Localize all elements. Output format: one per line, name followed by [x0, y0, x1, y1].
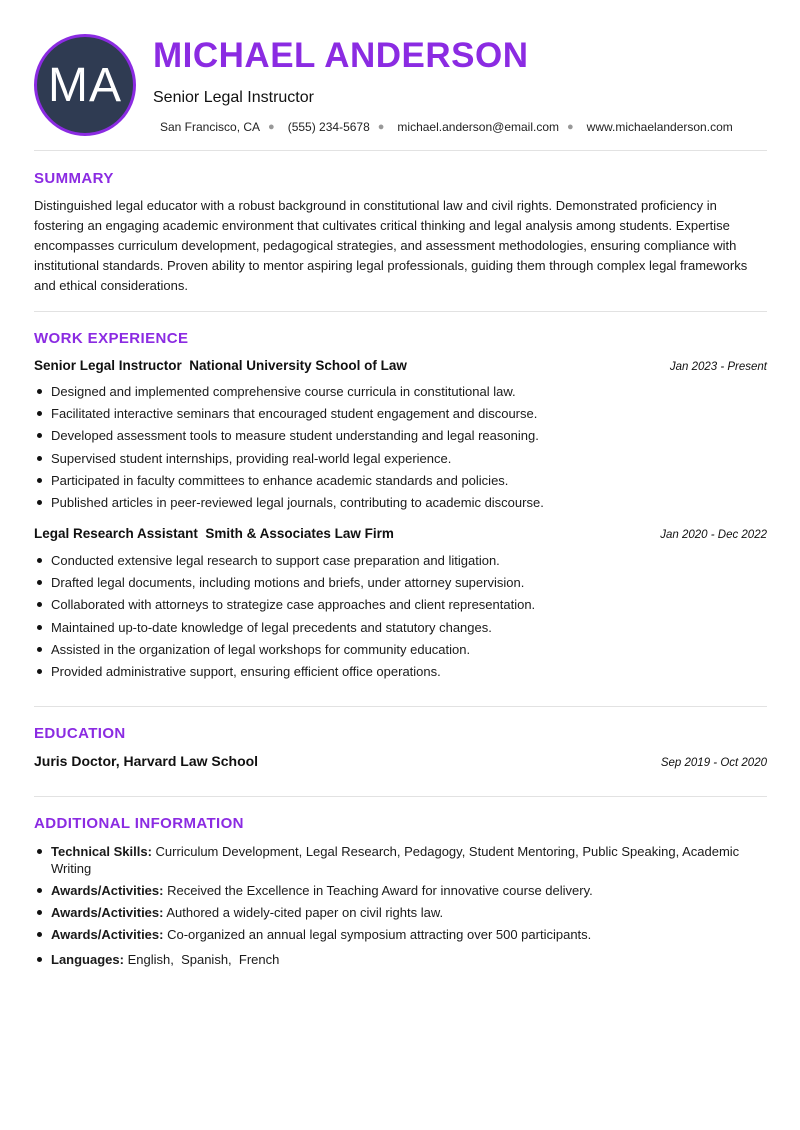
contact-location: San Francisco, CA: [160, 120, 261, 134]
candidate-name: MICHAEL ANDERSON: [153, 36, 529, 75]
item-label: Languages:: [51, 952, 124, 967]
list-item: [34, 904, 764, 921]
job-role: Legal Research Assistant: [34, 526, 198, 541]
job-role: Senior Legal Instructor: [34, 358, 182, 373]
list-item: Participated in faculty committees to enhance academic standards and policies.: [34, 472, 764, 494]
list-item: [34, 951, 764, 968]
education-degree: Juris Doctor, Harvard Law School: [34, 753, 259, 769]
candidate-title: Senior Legal Instructor: [153, 89, 314, 106]
job-company: National University School of Law: [189, 358, 407, 373]
avatar: [34, 34, 136, 136]
list-item: Published articles in peer-reviewed legal journals, contributing to academic discourse.: [34, 494, 764, 516]
job-company: Smith & Associates Law Firm: [205, 526, 394, 541]
item-label: Awards/Activities:: [51, 927, 164, 942]
list-item: [34, 843, 764, 877]
contact-phone: (555) 234-5678: [287, 120, 370, 134]
item-label: Technical Skills:: [51, 844, 152, 859]
item-text: Authored a widely-cited paper on civil rights law.: [166, 905, 444, 920]
list-item: [34, 882, 764, 899]
contact-email[interactable]: michael.anderson@email.com: [397, 120, 560, 134]
list-item: Facilitated interactive seminars that encouraged student engagement and discourse.: [34, 405, 764, 427]
contact-line: [160, 120, 733, 134]
list-item: Collaborated with attorneys to strategize case approaches and client representation.: [34, 596, 764, 618]
item-text: Curriculum Development, Legal Research, Pedagogy, Student Mentoring, Public Speaking, Academic Writing: [51, 844, 740, 876]
job-bullet-list: [34, 552, 764, 685]
summary-text: Distinguished legal educator with a robust background in constitutional law and civil rights. Demonstrated proficiency in fostering an engaging academic environment that cultivates critical thinking and legal analysis among students. Expertise encompasses curriculum development, pedagogical strategies, and assessment methodologies, ensuring compliance with institutional standards. Proven ability to mentor aspiring legal professionals, guiding them through complex legal frameworks and ethical considerations.: [34, 198, 748, 293]
work-experience-heading: WORK EXPERIENCE: [34, 330, 189, 347]
job-title-line: [34, 526, 394, 541]
item-text: Received the Excellence in Teaching Award for innovative course delivery.: [167, 883, 593, 898]
summary-heading: SUMMARY: [34, 170, 114, 187]
divider: [34, 150, 767, 151]
job-dates: Jan 2023 - Present: [669, 361, 767, 373]
separator-dot-icon: ●: [268, 121, 275, 133]
list-item: [34, 926, 764, 943]
avatar-initials: MA: [48, 58, 122, 112]
item-label: Awards/Activities:: [51, 905, 164, 920]
additional-information-heading: ADDITIONAL INFORMATION: [34, 815, 244, 832]
education-heading: EDUCATION: [34, 725, 126, 742]
list-item: Provided administrative support, ensuring efficient office operations.: [34, 663, 764, 685]
item-text: Co-organized an annual legal symposium attracting over 500 participants.: [167, 927, 592, 942]
additional-info-list: [34, 843, 764, 973]
job-dates: Jan 2020 - Dec 2022: [660, 529, 767, 541]
item-text: English, Spanish, French: [127, 952, 280, 967]
divider: [34, 706, 767, 707]
divider: [34, 796, 767, 797]
job-bullet-list: [34, 383, 764, 516]
list-item: Developed assessment tools to measure student understanding and legal reasoning.: [34, 427, 764, 449]
job-title-line: [34, 358, 407, 373]
job-header: [34, 526, 767, 541]
list-item: Drafted legal documents, including motions and briefs, under attorney supervision.: [34, 574, 764, 596]
list-item: Designed and implemented comprehensive course curricula in constitutional law.: [34, 383, 764, 405]
list-item: Maintained up-to-date knowledge of legal precedents and statutory changes.: [34, 619, 764, 641]
divider: [34, 311, 767, 312]
list-item: Conducted extensive legal research to support case preparation and litigation.: [34, 552, 764, 574]
job-header: [34, 358, 767, 373]
list-item: Assisted in the organization of legal workshops for community education.: [34, 641, 764, 663]
separator-dot-icon: ●: [567, 121, 574, 133]
separator-dot-icon: ●: [377, 121, 385, 133]
education-entry: [34, 753, 767, 769]
list-item: Supervised student internships, providing real-world legal experience.: [34, 450, 764, 472]
education-dates: Sep 2019 - Oct 2020: [660, 757, 767, 769]
item-label: Awards/Activities:: [51, 883, 164, 898]
contact-website[interactable]: www.michaelanderson.com: [586, 120, 733, 134]
